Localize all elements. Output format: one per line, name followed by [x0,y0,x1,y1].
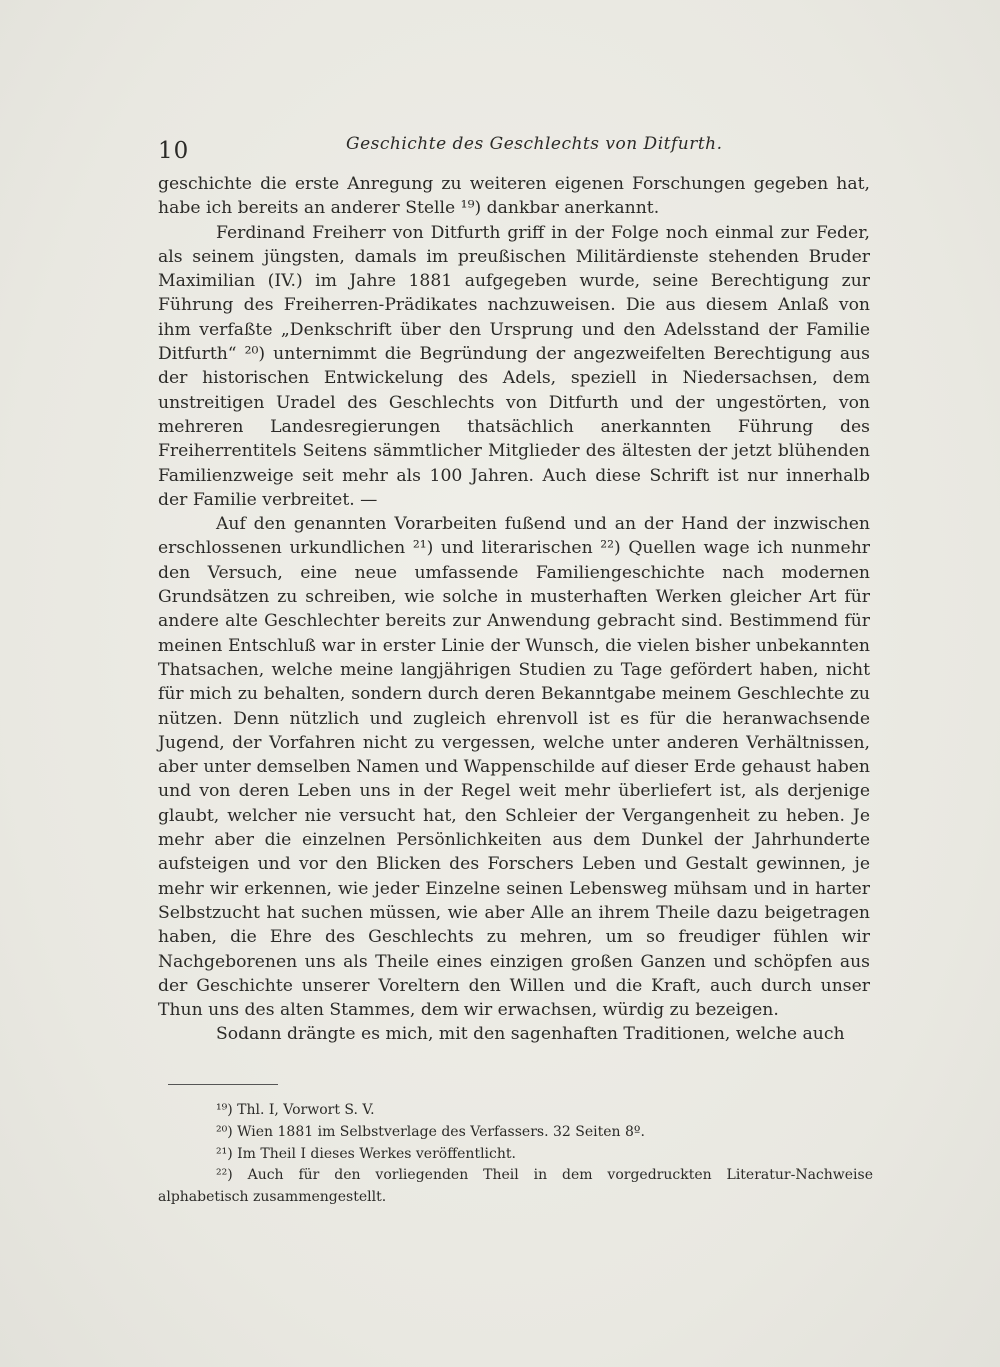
paragraph-vorarbeiten: Auf den genannten Vorarbeiten fußend und an der Hand der inzwischen erschlossenen urkundlichen ²¹) und literarischen ²²) Quellen wage ich nunmehr den Versuch, eine neue umfassende Familiengeschichte nach modernen Grundsätzen zu schreiben, wie solche in musterhaften Werken gleicher Art für andere alte Geschlechter bereits zur Anwendung gebracht sind. Bestimmend für meinen Entschluß war in erster Linie der Wunsch, die vielen bisher unbekannten Thatsachen, welche meine langjährigen Studien zu Tage gefördert haben, nicht für mich zu behalten, sondern durch deren Bekanntgabe meinem Geschlechte zu nützen. Denn nützlich und zugleich ehrenvoll ist es für die heranwachsende Jugend, der Vorfahren nicht zu vergessen, welche unter anderen Verhältnissen, aber unter demselben Namen und Wappenschilde auf dieser Erde gehaust haben und von deren Leben uns in der Regel weit mehr überliefert ist, als derjenige glaubt, welcher nie versucht hat, den Schleier der Vergangenheit zu heben. Je mehr aber die einzelnen Persönlichkeiten aus dem Dunkel der Jahrhunderte aufsteigen und vor den Blicken des Forschers Leben und Gestalt gewinnen, je mehr wir erkennen, wie jeder Einzelne seinen Lebensweg mühsam und in harter Selbstzucht hat suchen müssen, wie aber Alle an ihrem Theile dazu beigetragen haben, die Ehre des Geschlechts zu mehren, um so freudiger fühlen wir Nachgeborenen uns als Theile eines einzigen großen Ganzen und schöpfen aus der Geschichte unserer Voreltern den Willen und die Kraft, auch durch unser Thun uns des alten Stammes, dem wir erwachsen, würdig zu bezeigen. [158,514,870,1021]
body-text [158,172,870,1047]
footnote-19: ¹⁹) Thl. I, Vorwort S. V. [216,1102,375,1118]
page-number: 10 [158,138,190,164]
footnotes [158,1100,873,1209]
paragraph-sodann: Sodann drängte es mich, mit den sagenhaften Traditionen, welche auch [216,1024,845,1045]
footnote-22: ²²) Auch für den vorliegenden Theil in dem vorgedruckten Literatur-Nachweise alphabetisch zusammengestellt. [158,1167,873,1206]
footnote-separator [168,1084,278,1085]
paragraph-continuation: geschichte die erste Anregung zu weiteren eigenen Forschungen gegeben hat, habe ich bereits an anderer Stelle ¹⁹) dankbar anerkannt. [158,174,870,219]
footnote-21: ²¹) Im Theil I dieses Werkes veröffentlicht. [216,1145,516,1162]
page-header [158,132,868,166]
paragraph-ferdinand: Ferdinand Freiherr von Ditfurth griff in der Folge noch einmal zur Feder, als seinem jüngsten, damals im preußischen Militärdienste stehenden Bruder Maximilian (IV.) im Jahre 1881 aufgegeben wurde, seine Berechtigung zur Führung des Freiherren-Prädikates nachzuweisen. Die aus diesem Anlaß von ihm verfaßte „Denkschrift über den Ursprung und den Adelsstand der Familie Ditfurth“ ²⁰) unternimmt die Begründung der angezweifelten Berechtigung aus der historischen Entwickelung des Adels, speziell in Niedersachsen, dem unstreitigen Uradel des Geschlechts von Ditfurth und der ungestörten, von mehreren Landesregierungen thatsächlich anerkannten Führung des Freiherrentitels Seitens sämmtlicher Mitglieder des ältesten der jetzt blühenden Familienzweige seit mehr als 100 Jahren. Auch diese Schrift ist nur innerhalb der Familie verbreitet. — [158,222,870,510]
running-title: Geschichte des Geschlechts von Ditfurth. [346,134,723,154]
footnote-20: ²⁰) Wien 1881 im Selbstverlage des Verfassers. 32 Seiten 8º. [216,1123,645,1140]
